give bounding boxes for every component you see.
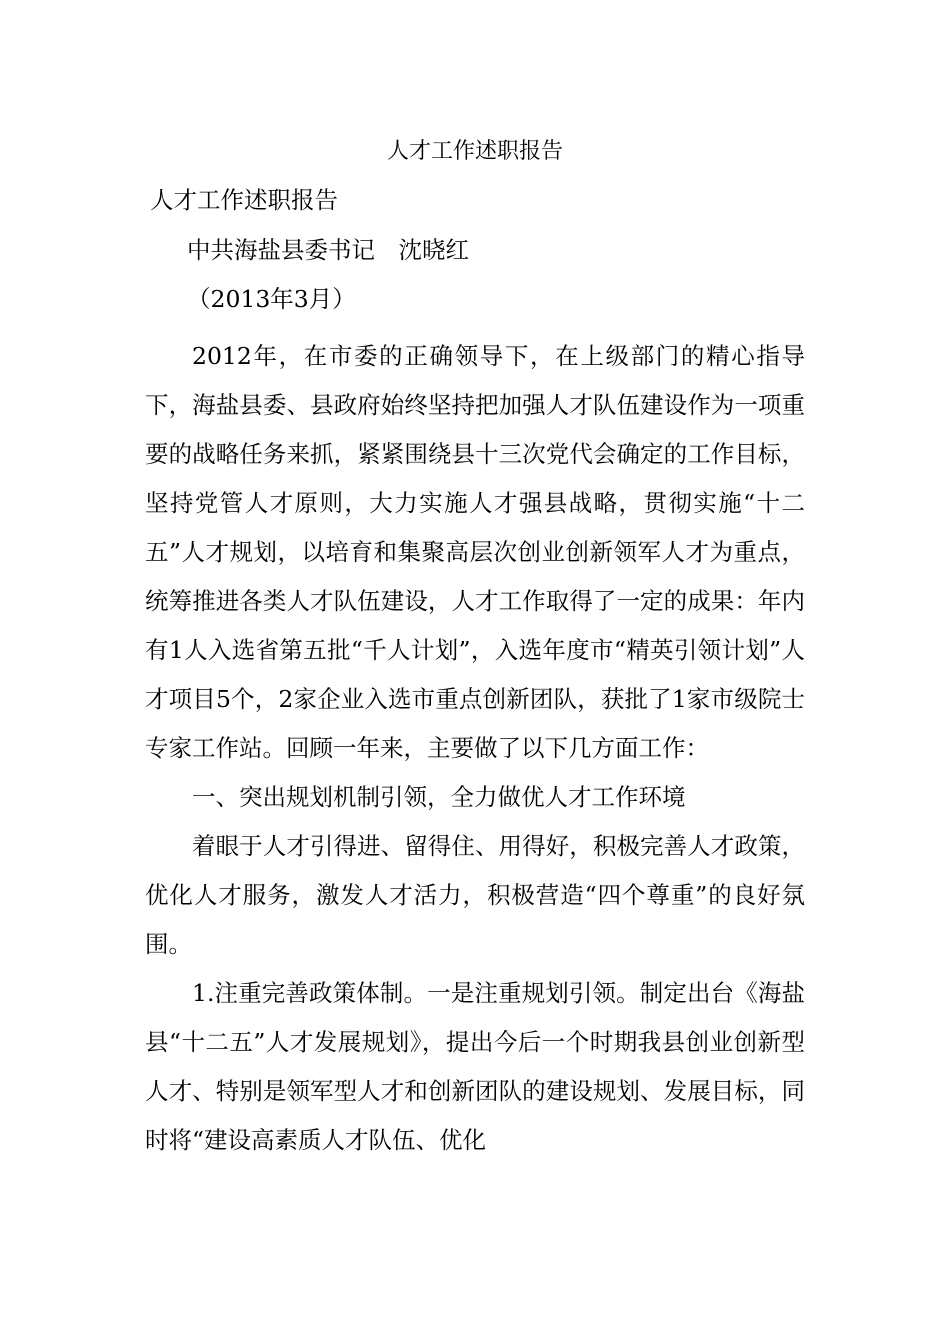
date-line: （2013年3月）	[187, 285, 356, 313]
paragraph-section-1: 着眼于人才引得进、留得住、用得好，积极完善人才政策，优化人才服务，激发人才活力，积极营造“四个尊重”的良好氛围。	[145, 832, 805, 958]
section-heading-1: 一、突出规划机制引领，全力做优人才工作环境	[192, 783, 686, 811]
document-subtitle: 人才工作述职报告	[150, 186, 338, 214]
paragraph-intro: 2012年，在市委的正确领导下，在上级部门的精心指导下，海盐县委、县政府始终坚持把加强人才队伍建设作为一项重要的战略任务来抓，紧紧围绕县十三次党代会确定的工作目标，坚持党管人才原则，大力实施人才强县战略，贯彻实施“十二五”人才规划，以培育和集聚高层次创业创新领军人才为重点，统筹推进各类人才队伍建设，人才工作取得了一定的成果：年内有1人入选省第五批“千人计划”，入选年度市“精英引领计划”人才项目5个，2家企业入选市重点创新团队，获批了1家市级院士专家工作站。回顾一年来，主要做了以下几方面工作：	[145, 342, 805, 762]
paragraph-item-1: 1.注重完善政策体制。一是注重规划引领。制定出台《海盐县“十二五”人才发展规划》，提出今后一个时期我县创业创新型人才、特别是领军型人才和创新团队的建设规划、发展目标，同时将“建设高素质人才队伍、优化	[145, 979, 805, 1154]
document-body	[145, 332, 805, 1165]
document-title: 人才工作述职报告	[386, 139, 563, 164]
author-line: 中共海盐县委书记 沈晓红	[187, 236, 469, 264]
